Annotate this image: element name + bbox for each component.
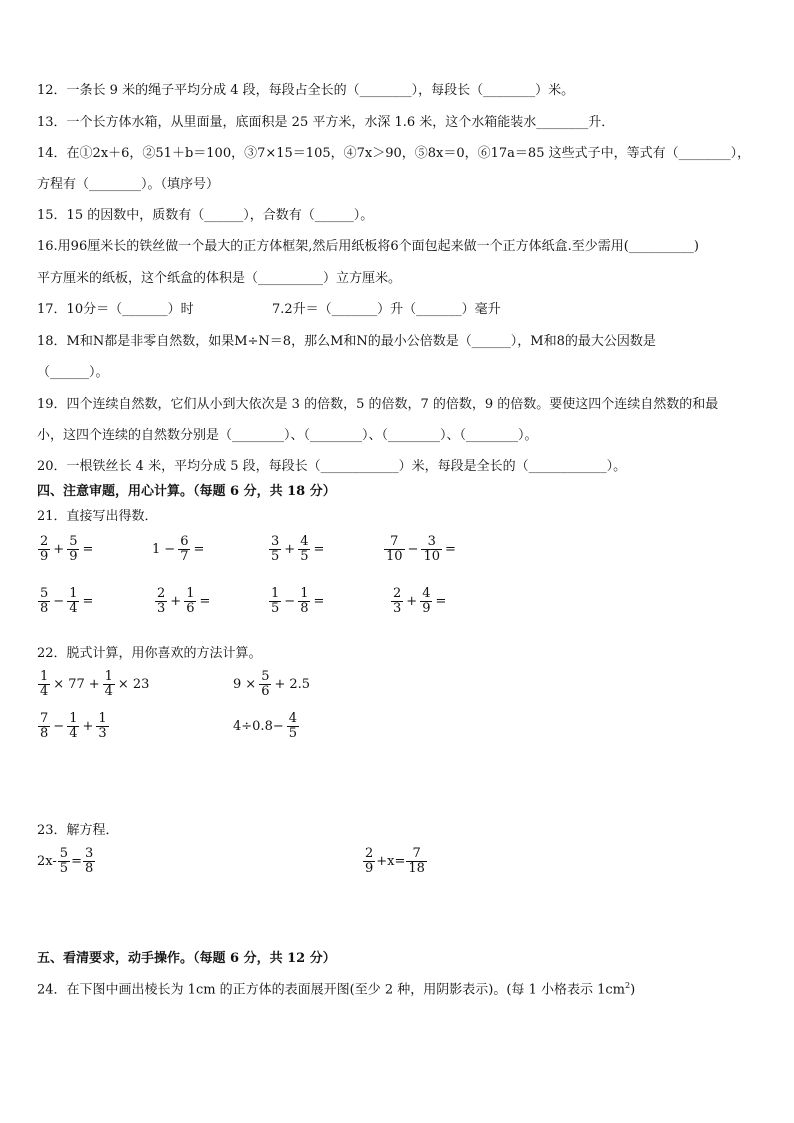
question-23: 23．解方程． — [37, 823, 119, 838]
question-17-part2: 7.2升＝（_______）升（_______）毫升 — [272, 302, 501, 317]
denominator: 8 — [40, 725, 49, 741]
fraction — [184, 587, 196, 615]
denominator: 10 — [423, 548, 440, 564]
denominator: 4 — [69, 725, 78, 741]
superscript: 2 — [624, 981, 631, 990]
section-4-heading: 四、注意审题，用心计算。（每题 6 分，共 18 分） — [37, 484, 336, 499]
denominator: 5 — [300, 548, 309, 564]
equals-sign: = — [313, 541, 325, 557]
fraction — [259, 670, 271, 698]
fraction — [269, 535, 281, 563]
expression-text: 2x- — [37, 853, 57, 869]
q22-expr-4 — [231, 712, 300, 740]
denominator: 3 — [157, 600, 166, 616]
numerator: 2 — [40, 534, 49, 549]
question-16-line2: 平方厘米的纸板，这个纸盒的体积是（__________）立方厘米。 — [37, 271, 402, 286]
equals-sign: = — [71, 853, 82, 869]
numerator: 1 — [300, 586, 309, 601]
fraction — [363, 847, 375, 875]
expression-text: 4÷0.8− — [233, 718, 284, 734]
denominator: 5 — [59, 860, 69, 876]
q21-expr-5 — [37, 587, 95, 615]
numerator: 2 — [393, 586, 402, 601]
fraction — [420, 587, 432, 615]
fraction — [178, 535, 190, 563]
plus-sign: + — [274, 676, 286, 692]
numerator: 3 — [84, 846, 94, 861]
minus-sign: − — [53, 718, 65, 734]
denominator: 5 — [288, 725, 298, 741]
fraction — [38, 712, 50, 740]
numerator: 7 — [406, 847, 427, 862]
fraction — [406, 847, 427, 875]
denominator: 6 — [186, 600, 195, 616]
numerator: 1 — [186, 586, 195, 601]
numerator: 1 — [98, 711, 107, 726]
number: 1 — [152, 541, 161, 557]
question-21: 21．直接写出得数． — [37, 509, 158, 524]
times-sign: × — [245, 676, 257, 692]
q22-expr-3 — [37, 712, 110, 740]
numerator: 4 — [300, 534, 309, 549]
minus-sign: − — [407, 541, 419, 557]
question-22: 22．脱式计算，用你喜欢的方法计算。 — [37, 646, 262, 661]
question-24-text: 24．在下图中画出棱长为 1cm 的正方体的表面展开图(至少 2 种，用阴影表示)。(每 1 小格表示 1cm — [37, 982, 625, 998]
q23-equation-2 — [362, 847, 428, 875]
plus-sign: + — [53, 541, 65, 557]
denominator: 5 — [271, 600, 280, 616]
numerator: 2 — [365, 846, 374, 861]
plus-sign: + — [284, 541, 296, 557]
question-14-line1: 14．在①2x＋6，②51＋b＝100，③7×15＝105，④7x＞90，⑤8x＝0，⑥17a＝85 这些式子中，等式有（________）， — [37, 146, 751, 161]
denominator: 5 — [271, 548, 280, 564]
q23-equation-1 — [37, 847, 96, 875]
plus-sign: + — [88, 676, 100, 692]
denominator: 4 — [69, 600, 78, 616]
equals-sign: = — [313, 593, 325, 609]
question-24 — [37, 977, 635, 999]
fraction — [298, 535, 310, 563]
equals-sign: = — [435, 593, 447, 609]
equals-sign: = — [199, 593, 211, 609]
fraction — [384, 535, 405, 563]
times-sign: × — [53, 676, 65, 692]
q21-expr-6 — [154, 587, 212, 615]
plus-sign: + — [82, 718, 94, 734]
numerator: 4 — [422, 586, 431, 601]
plus-sign: + — [170, 593, 182, 609]
question-18-line1: 18．M和N都是非零自然数，如果M÷N＝8，那么M和N的最小公倍数是（______），M和8的最大公因数是 — [37, 334, 656, 349]
q21-expr-7 — [268, 587, 326, 615]
question-20: 20．一根铁丝长 4 米，平均分成 5 段，每段长（____________）米，每段是全长的（____________）。 — [37, 459, 627, 474]
fraction — [96, 712, 108, 740]
numerator: 5 — [59, 846, 69, 861]
fraction — [103, 670, 115, 698]
q21-expr-1 — [37, 535, 95, 563]
denominator: 4 — [40, 683, 49, 699]
denominator: 9 — [40, 548, 49, 564]
question-13: 13．一个长方体水箱，从里面量，底面积是 25 平方米，水深 1.6 米，这个水箱能装水________升． — [37, 115, 615, 130]
fraction — [269, 587, 281, 615]
denominator: 9 — [365, 860, 374, 876]
plus-sign: + — [406, 593, 418, 609]
q22-expr-1 — [37, 670, 151, 698]
expression-text: +x= — [376, 853, 406, 869]
fraction — [83, 847, 95, 875]
fraction — [38, 670, 50, 698]
numerator: 1 — [69, 586, 78, 601]
denominator: 8 — [40, 600, 49, 616]
question-19-line1: 19．四个连续自然数，它们从小到大依次是 3 的倍数，5 的倍数，7 的倍数，9 的倍数。要使这四个连续自然数的和最 — [37, 397, 719, 412]
numerator: 3 — [271, 534, 280, 549]
q21-expr-3 — [268, 535, 326, 563]
minus-sign: − — [53, 593, 65, 609]
question-16-line1: 16.用96厘米长的铁丝做一个最大的正方体框架,然后用纸板将6个面包起来做一个正方体纸盒.至少需用(__________) — [37, 239, 699, 254]
denominator: 3 — [393, 600, 402, 616]
numerator: 2 — [157, 586, 166, 601]
fraction — [421, 535, 442, 563]
number: 77 — [68, 676, 85, 692]
numerator: 5 — [40, 586, 49, 601]
fraction — [38, 587, 50, 615]
equals-sign: = — [445, 541, 456, 557]
numerator: 1 — [69, 711, 78, 726]
denominator: 6 — [261, 683, 270, 699]
numerator: 7 — [40, 711, 49, 726]
fraction — [38, 535, 50, 563]
numerator: 1 — [271, 586, 280, 601]
question-12: 12．一条长 9 米的绳子平均分成 4 段，每段占全长的（________），每段长（________）米。 — [37, 83, 575, 98]
question-24-end: ) — [630, 982, 636, 998]
fraction — [58, 847, 70, 875]
section-5-heading: 五、看清要求，动手操作。（每题 6 分，共 12 分） — [37, 951, 336, 966]
question-14-line2: 方程有（________）。（填序号） — [37, 177, 220, 192]
question-17-part1: 17．10分＝（_______）时 — [37, 302, 194, 317]
question-15: 15．15 的因数中，质数有（______），合数有（______）。 — [37, 208, 374, 223]
number: 9 — [233, 676, 242, 692]
equals-sign: = — [82, 541, 94, 557]
fraction — [67, 712, 79, 740]
denominator: 9 — [422, 600, 431, 616]
equals-sign: = — [82, 593, 94, 609]
denominator: 18 — [408, 860, 425, 876]
equals-sign: = — [193, 541, 205, 557]
question-19-line2: 小，这四个连续的自然数分别是（________）、（________）、（________）、（________）。 — [37, 428, 538, 443]
denominator: 10 — [386, 548, 403, 564]
fraction — [391, 587, 403, 615]
minus-sign: − — [284, 593, 296, 609]
fraction — [67, 587, 79, 615]
question-18-line2: （______）。 — [37, 365, 109, 380]
fraction — [67, 535, 79, 563]
denominator: 9 — [69, 548, 78, 564]
number: 23 — [132, 676, 150, 692]
fraction — [298, 587, 310, 615]
numerator: 1 — [40, 669, 49, 684]
q21-expr-8 — [390, 587, 448, 615]
q21-expr-2 — [150, 535, 206, 563]
numerator: 4 — [288, 711, 298, 726]
numerator: 7 — [384, 535, 405, 550]
q21-expr-4 — [383, 535, 458, 563]
numerator: 3 — [421, 535, 442, 550]
numerator: 5 — [69, 534, 78, 549]
minus-sign: − — [164, 541, 176, 557]
denominator: 7 — [180, 548, 189, 564]
fraction — [287, 712, 299, 740]
denominator: 8 — [300, 600, 309, 616]
times-sign: × — [117, 676, 129, 692]
denominator: 8 — [84, 860, 94, 876]
number: 2.5 — [289, 676, 311, 692]
denominator: 3 — [98, 725, 107, 741]
numerator: 6 — [180, 534, 189, 549]
denominator: 4 — [104, 683, 113, 699]
q22-expr-2 — [231, 670, 312, 698]
numerator: 5 — [261, 669, 270, 684]
numerator: 1 — [104, 669, 113, 684]
fraction — [155, 587, 167, 615]
